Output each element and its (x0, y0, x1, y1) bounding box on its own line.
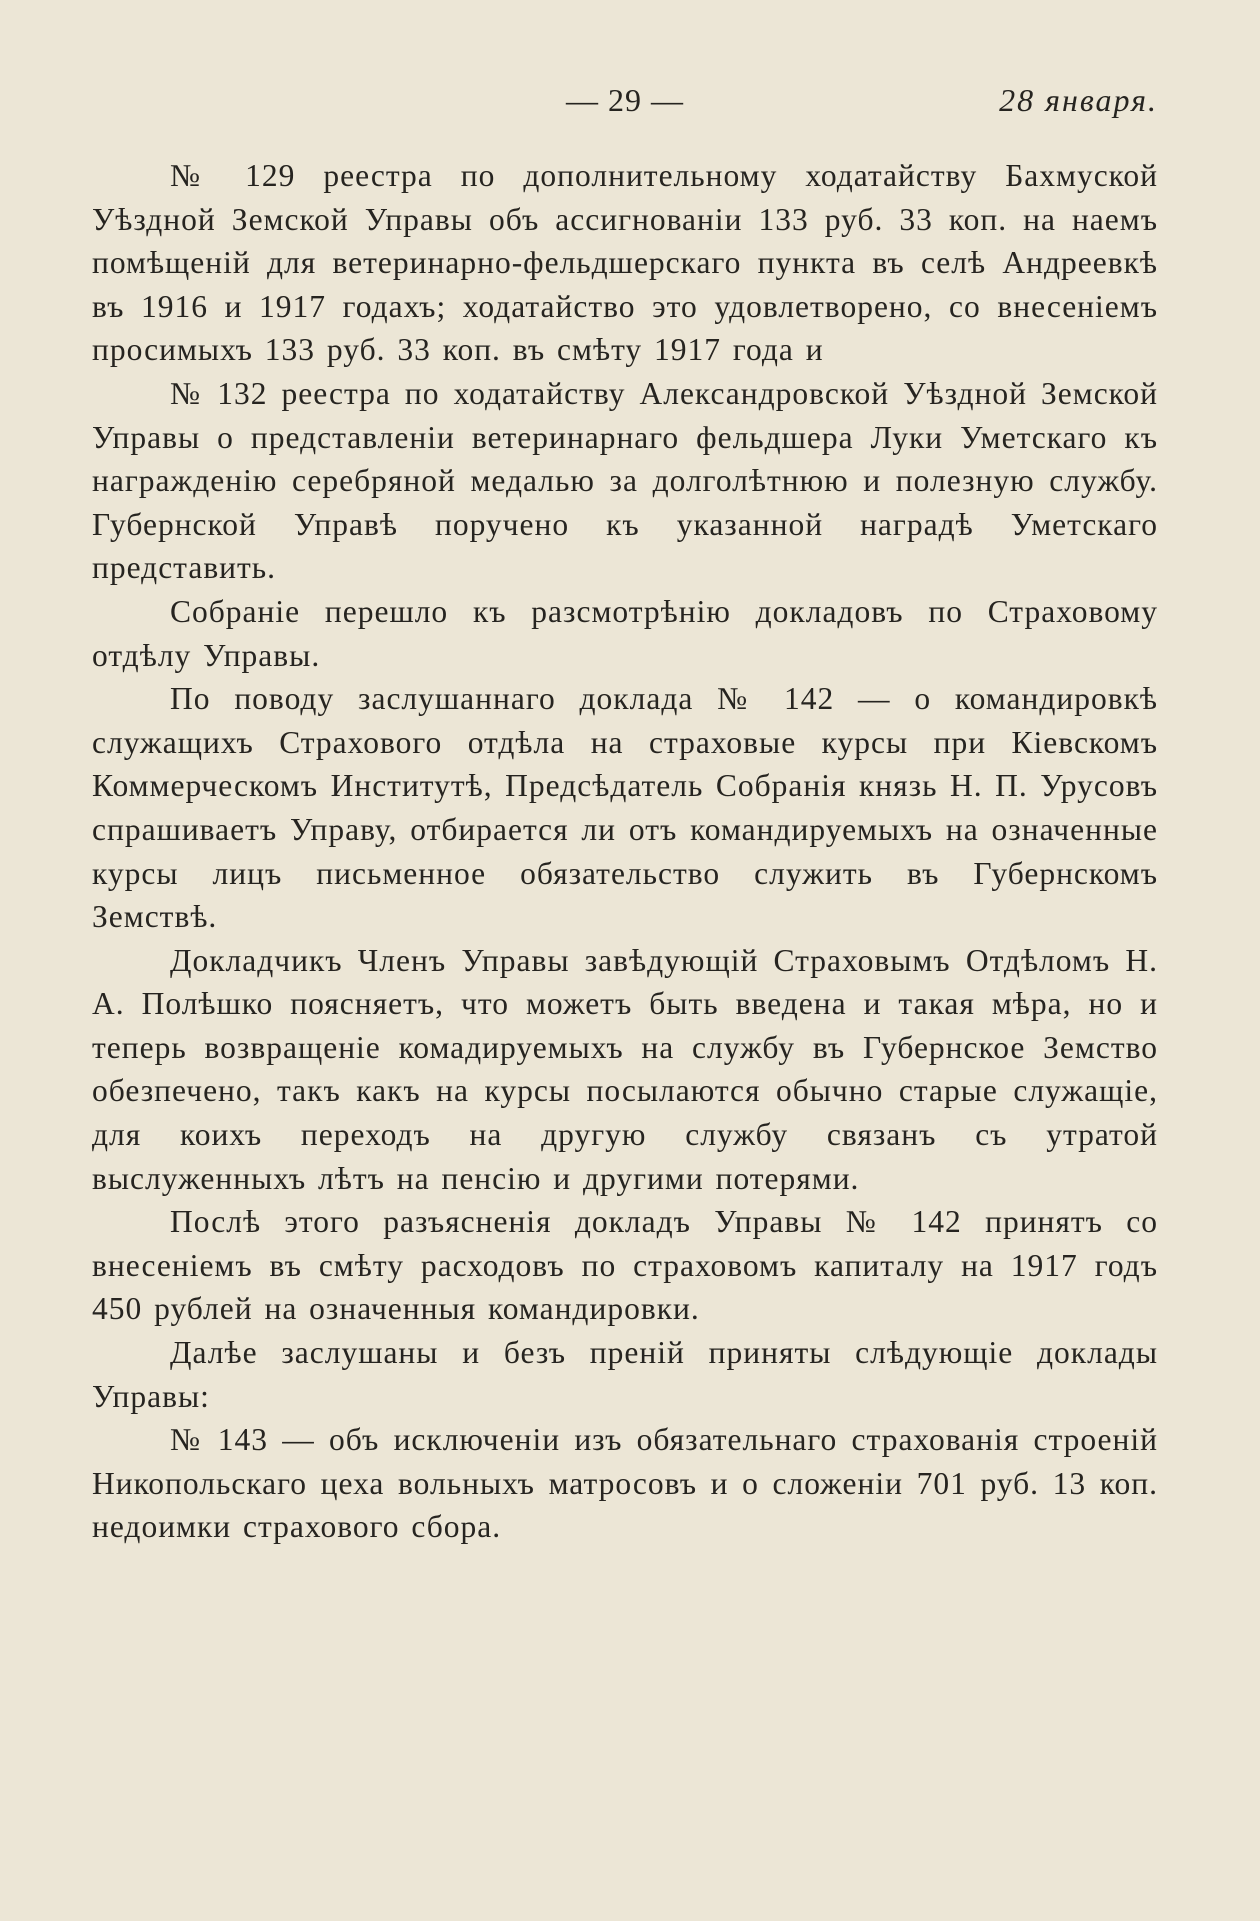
paragraph: По поводу заслушаннаго доклада № 142 — о командировкѣ служащихъ Страхового отдѣла на страховые курсы при Кіевскомъ Коммерческомъ Институтѣ, Предсѣдатель Собранія князь Н. П. Урусовъ спрашиваетъ Управу, отбирается ли отъ командируемыхъ на означенные курсы лицъ письменное обязательство служить въ Губернскомъ Земствѣ. (92, 681, 1158, 935)
header-date: 28 января. (999, 82, 1158, 118)
paragraph: Собраніе перешло къ разсмотрѣнію докладовъ по Страховому отдѣлу Управы. (92, 593, 1158, 673)
paragraph: № 129 реестра по дополнительному ходатайству Бахмуской Уѣздной Земской Управы объ ассигнованіи 133 руб. 33 коп. на наемъ помѣщеній для ветеринарно-фельдшерскаго пункта въ селѣ Андреевкѣ въ 1916 и 1917 годахъ; ходатайство это удовлетворено, со внесеніемъ просимыхъ 133 руб. 33 коп. въ смѣту 1917 года и (92, 158, 1158, 368)
body-text (92, 154, 1158, 1549)
page-number: — 29 — (566, 82, 684, 118)
paragraph: Послѣ этого разъясненія докладъ Управы № 142 принятъ со внесеніемъ въ смѣту расходовъ по страховомъ капиталу на 1917 годъ 450 рублей на означенныя командировки. (92, 1204, 1158, 1327)
paragraph: № 132 реестра по ходатайству Александровской Уѣздной Земской Управы о представленіи ветеринарнаго фельдшера Луки Уметскаго къ награжденію серебряной медалью за долголѣтнюю и полезную службу. Губернской Управѣ поручено къ указанной наградѣ Уметскаго представить. (92, 375, 1158, 586)
paragraph: Далѣе заслушаны и безъ преній приняты слѣдующіе доклады Управы: (92, 1335, 1158, 1414)
paragraph: № 143 — объ исключеніи изъ обязательнаго страхованія строеній Никопольскаго цеха вольныхъ матросовъ и о сложеніи 701 руб. 13 коп. недоимки страхового сбора. (92, 1422, 1158, 1545)
paragraph: Докладчикъ Членъ Управы завѣдующій Страховымъ Отдѣломъ Н. А. Полѣшко поясняетъ, что можетъ быть введена и такая мѣра, но и теперь возвращеніе комадируемыхъ на службу въ Губернское Земство обезпечено, такъ какъ на курсы посылаются обычно старые служащіе, для коихъ переходъ на другую службу связанъ съ утратой выслуженныхъ лѣтъ на пенсію и другими потерями. (92, 942, 1158, 1196)
page-header (92, 82, 1158, 132)
